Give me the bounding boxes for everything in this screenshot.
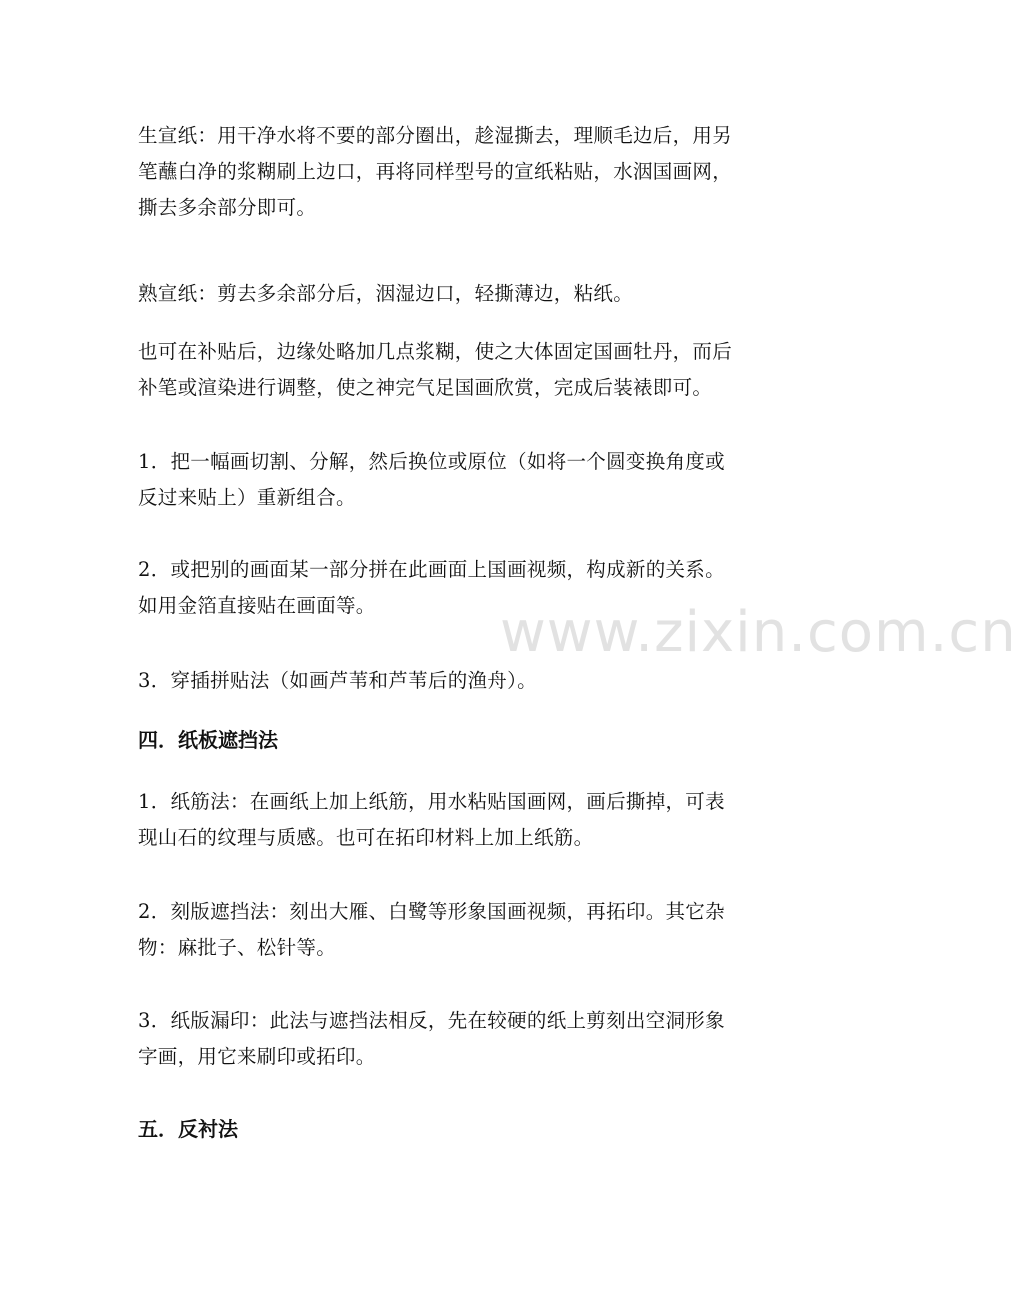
list-item-2-collage-other [138,552,798,624]
list-item-1-paper-fiber [138,784,798,856]
list-item-2-carved-masking [138,894,798,966]
text-line: 1．把一幅画切割、分解，然后换位或原位（如将一个圆变换角度或 [138,450,725,473]
text-line: 1．纸筋法：在画纸上加上纸筋，用水粘贴国画网，画后撕掉，可表 [138,790,725,813]
text-line: 字画，用它来刷印或拓印。 [138,1045,376,1068]
section-heading-contrast-method: 五．反衬法 [138,1117,238,1141]
list-item-3-stencil-print [138,1003,798,1075]
text-line: 生宣纸：用干净水将不要的部分圈出，趁湿撕去，理顺毛边后，用另 [138,124,733,147]
text-line: 物：麻批子、松针等。 [138,936,337,959]
list-item-3-interleave [138,663,798,699]
watermark-text: www.zixin.com.cn [500,600,1017,665]
text-line: 如用金箔直接贴在画面等。 [138,594,376,617]
list-item-1-cut-split [138,444,798,516]
text-line: 笔蘸白净的浆糊刷上边口，再将同样型号的宣纸粘贴，水洇国画网， [138,160,733,183]
text-line: 现山石的纹理与质感。也可在拓印材料上加上纸筋。 [138,826,594,849]
paragraph-cooked-rice-paper [138,276,798,312]
section-heading-cardboard-masking: 四．纸板遮挡法 [138,728,278,752]
text-line: 3．穿插拼贴法（如画芦苇和芦苇后的渔舟）。 [138,669,537,692]
text-line: 熟宣纸：剪去多余部分后，洇湿边口，轻撕薄边，粘纸。 [138,282,634,305]
text-line: 3．纸版漏印：此法与遮挡法相反，先在较硬的纸上剪刻出空洞形象 [138,1009,725,1032]
text-line: 撕去多余部分即可。 [138,196,317,219]
text-line: 补笔或渲染进行调整，使之神完气足国画欣赏，完成后装裱即可。 [138,376,713,399]
paragraph-raw-rice-paper [138,118,798,226]
paragraph-patch-adjust [138,334,798,406]
text-line: 2．刻版遮挡法：刻出大雁、白鹭等形象国画视频，再拓印。其它杂 [138,900,725,923]
text-line: 2．或把别的画面某一部分拼在此画面上国画视频，构成新的关系。 [138,558,725,581]
text-line: 反过来贴上）重新组合。 [138,486,356,509]
text-line: 也可在补贴后，边缘处略加几点浆糊，使之大体固定国画牡丹，而后 [138,340,733,363]
